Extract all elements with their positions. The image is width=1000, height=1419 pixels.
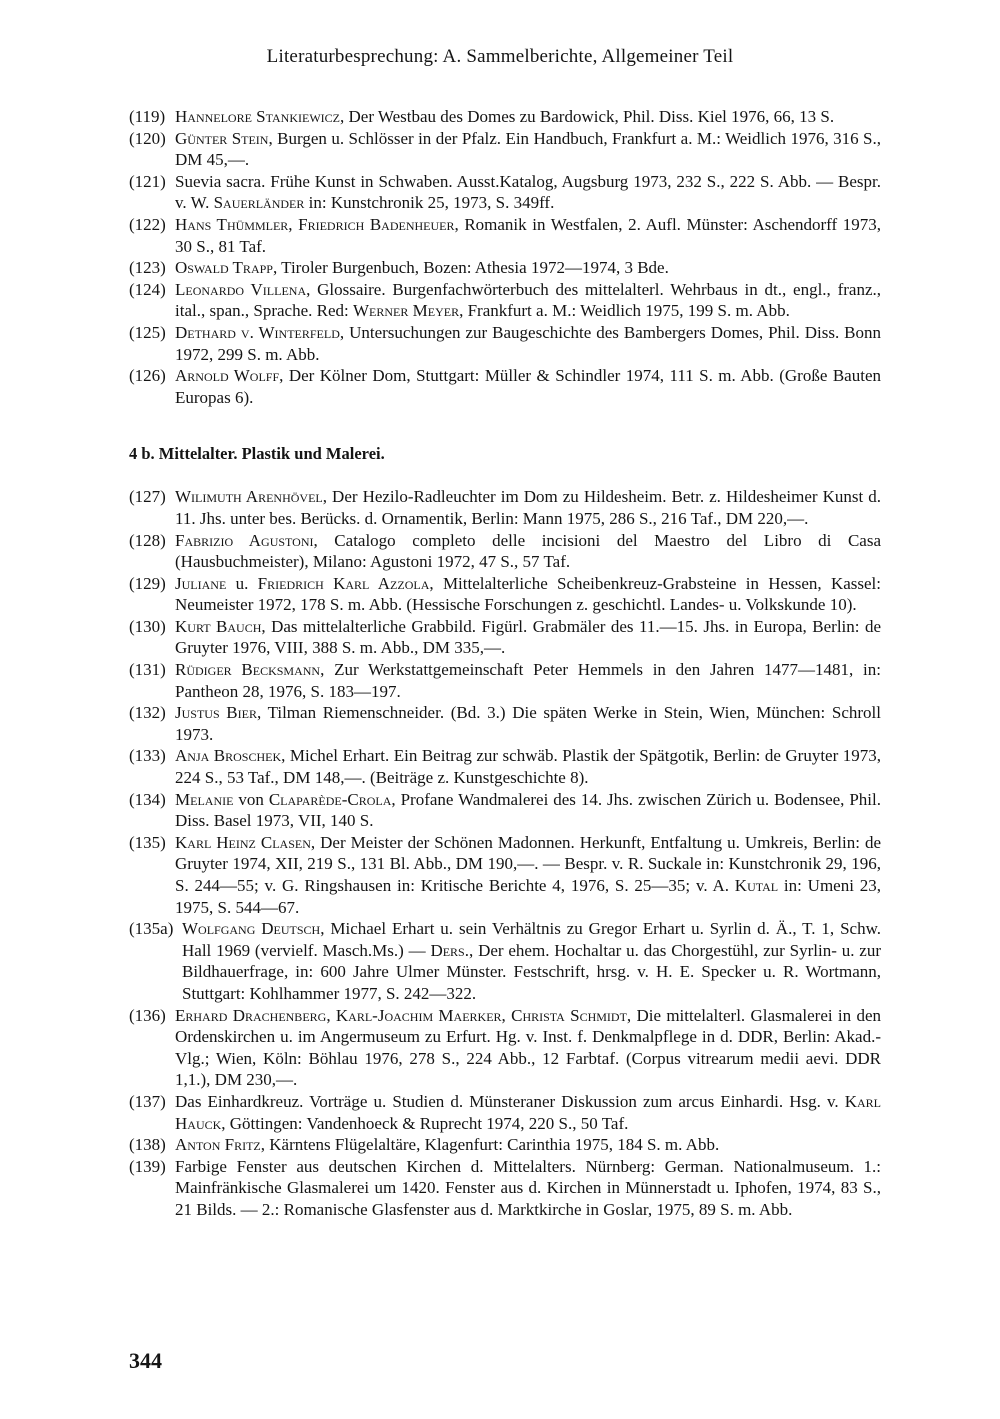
- entry-text-segment: , Profane Wandmalerei des 14. Jhs. zwischen Zürich u. Bodensee, Phil. Diss. Basel 1973, VII, 140 S.: [175, 789, 882, 831]
- entry-text-segment: , Burgen u. Schlösser in der Pfalz. Ein Handbuch, Frankfurt a. M.: Weidlich 1976, 316 S., DM 45,—.: [175, 128, 881, 170]
- entry-text: [175, 573, 881, 616]
- entry-text: [175, 365, 881, 408]
- bibliography-entry: [129, 616, 881, 659]
- author-name: Ders.: [430, 940, 469, 960]
- author-name: Wolfgang Deutsch: [182, 919, 321, 939]
- entry-text: [175, 171, 881, 214]
- entry-number: (138): [129, 1135, 166, 1155]
- entry-number: (137): [129, 1091, 166, 1111]
- author-name: Fabrizio Agustoni: [175, 530, 314, 550]
- author-name: Erhard Drachenberg: [175, 1005, 327, 1025]
- entry-text-segment: , Der Meister der Schönen Madonnen. Herkunft, Entfaltung u. Umkreis, Berlin: de Gruyter 1974, XII, 219 S., 131 Bl. Abb., DM 190,—. — Bespr. v. R. Suckale in: Kunstchronik 29, 196, S. 244—55; v. G. Ringshausen in: Kritische Berichte 4, 1976, S. 25—35; v. A.: [175, 832, 881, 895]
- bibliography-entry: [129, 918, 881, 1004]
- entry-text-segment: , Untersuchungen zur Baugeschichte des Bambergers Domes, Phil. Diss. Bonn 1972, 299 S. m. Abb.: [175, 322, 882, 364]
- entry-text-segment: , Michel Erhart. Ein Beitrag zur schwäb. Plastik der Spätgotik, Berlin: de Gruyter 1973, 224 S., 53 Taf., DM 148,—. (Beiträge z. Kunstgeschichte 8).: [175, 746, 881, 788]
- bibliography-entry: [129, 365, 881, 408]
- author-name: Arnold Wolff: [175, 366, 280, 386]
- entry-text-segment: , Das mittelalterliche Grabbild. Figürl. Grabmäler des 11.—15. Jhs. in Europa, Berlin: de Gruyter 1976, VIII, 388 S. m. Abb., DM 335,—.: [175, 616, 881, 658]
- entry-text: [175, 702, 881, 745]
- entry-text-segment: , Tiroler Burgenbuch, Bozen: Athesia 1972—1974, 3 Bde.: [272, 258, 669, 278]
- entry-text-segment: von: [233, 789, 269, 809]
- entry-text-segment: ,: [288, 214, 299, 234]
- author-name: Hans Thümmler: [175, 214, 289, 234]
- author-name: Oswald Trapp: [175, 258, 273, 278]
- entry-number: (132): [129, 703, 166, 723]
- entry-text-segment: , Michael Erhart u. sein Verhältnis zu Gregor Erhart u. Syrlin d. Ä., T. 1, Schw. Hall 1969 (vervielf. Masch.Ms.) —: [182, 919, 881, 960]
- entry-text: [175, 659, 881, 702]
- bibliography-entry: [129, 702, 881, 745]
- author-name: Juliane: [175, 573, 227, 593]
- author-name: Leonardo Villena: [175, 279, 307, 299]
- bibliography-entry: [129, 573, 881, 616]
- entry-text-segment: , Die mittelalterl. Glasmalerei in den Ordenskirchen u. im Angermuseum zu Erfurt. Hg. v. Inst. f. Denkmalpflege in d. DDR, Berlin: Akad.-Vlg.; Wien, Köln: Böhlau 1976, 278 S., 224 Abb., 12 Farbtaf. (Corpus vitrearum medii aevi. DDR 1,1.), DM 230,—.: [175, 1005, 881, 1090]
- author-name: Werner Meyer: [353, 301, 460, 321]
- entry-text-segment: u.: [226, 573, 258, 593]
- entry-number: (120): [129, 128, 166, 148]
- entry-text: [175, 1005, 881, 1091]
- entry-text: [175, 279, 881, 322]
- author-name: Günter Stein: [175, 128, 269, 148]
- bibliography-entry: [129, 279, 881, 322]
- entry-number: (136): [129, 1005, 166, 1025]
- author-name: Sauerländer: [213, 193, 305, 213]
- author-name: Hannelore Stankiewicz: [175, 107, 340, 126]
- entry-text-segment: , Tilman Riemenschneider. (Bd. 3.) Die späten Werke in Stein, Wien, München: Schroll 1973.: [175, 703, 881, 744]
- author-name: Claparède-Crola: [268, 789, 392, 809]
- page-number: 344: [129, 1348, 162, 1373]
- bibliography-entry: [129, 171, 881, 214]
- entry-number: (135): [129, 832, 166, 852]
- entry-number: (128): [129, 530, 166, 550]
- entry-text: [175, 486, 881, 529]
- author-name: Wilimuth Arenhövel: [175, 487, 323, 507]
- bibliography-section-a: [129, 106, 881, 408]
- entry-number: (119): [129, 107, 166, 126]
- section-heading: 4 b. Mittelalter. Plastik und Malerei.: [129, 444, 385, 464]
- entry-text-segment: , Romanik in Westfalen, 2. Aufl. Münster: Aschendorff 1973, 30 S., 81 Taf.: [175, 214, 882, 256]
- bibliography-section-b: [129, 486, 881, 1220]
- entry-text-segment: , Mittelalterliche Scheibenkreuz-Grabsteine in Hessen, Kassel: Neumeister 1972, 178 S. m. Abb. (Hessische Forschungen z. geschichtl. Landes- u. Volkskunde 10).: [175, 573, 881, 615]
- running-head: Literaturbesprechung: A. Sammelberichte, Allgemeiner Teil: [266, 46, 734, 67]
- author-name: Justus Bier: [175, 703, 257, 723]
- bibliography-entry: [129, 1005, 881, 1091]
- entry-text: [175, 832, 881, 918]
- entry-text: [175, 1091, 881, 1134]
- entry-number: (124): [129, 279, 166, 299]
- entry-text-segment: , Der ehem. Hochaltar u. das Chorgestühl, zur Syrlin- u. zur Bildhauerfrage, in: 600 Jahre Ulmer Münster. Festschrift, hrsg. v. H. E. Specker u. R. Wortmann, Stuttgart: Kohlhammer 1977, S. 242—322.: [182, 940, 881, 1003]
- bibliography-entry: [129, 1091, 881, 1134]
- author-name: Friedrich Karl Azzola: [257, 573, 430, 593]
- bibliography-entry: [129, 789, 881, 832]
- bibliography-entry: [129, 128, 881, 171]
- entry-text-segment: , Frankfurt a. M.: Weidlich 1975, 199 S. m. Abb.: [459, 301, 790, 321]
- author-name: Anja Broschek: [175, 746, 282, 766]
- entry-text: [175, 214, 881, 257]
- entry-text: [175, 616, 881, 659]
- author-name: Christa Schmidt: [511, 1005, 627, 1025]
- author-name: Dethard v. Winterfeld: [175, 322, 340, 342]
- entry-number: (129): [129, 573, 166, 593]
- entry-text-segment: ,: [501, 1005, 512, 1025]
- entry-text: [175, 1156, 881, 1221]
- author-name: Karl-Joachim Maerker: [335, 1005, 502, 1025]
- entry-number: (135a): [129, 919, 174, 939]
- entry-number: (123): [129, 258, 166, 278]
- bibliography-entry: [129, 745, 881, 788]
- entry-number: (126): [129, 366, 166, 386]
- bibliography-entry: [129, 486, 881, 529]
- entry-text-segment: in: Kunstchronik 25, 1973, S. 349ff.: [304, 193, 555, 213]
- author-name: Melanie: [175, 789, 234, 809]
- entry-text: [182, 918, 881, 1004]
- author-name: Kutal: [734, 876, 779, 895]
- author-name: Rüdiger Becksmann: [175, 660, 321, 680]
- entry-number: (139): [129, 1156, 166, 1176]
- entry-text-segment: Farbige Fenster aus deutschen Kirchen d. Mittelalters. Nürnberg: German. Nationalmuseum. 1.: Mainfränkische Glasmalerei um 1420. Fenster aus d. Kirchen in Münnerstadt u. Iphofen, 1974, 83 S., 21 Bilds. — 2.: Romanische Glasfenster aus d. Marktkirche in Goslar, 1975, 89 S. m. Abb.: [175, 1156, 881, 1219]
- entry-text-segment: , Glossaire. Burgenfachwörterbuch des mittelalterl. Wehrbaus in dt., engl., franz., ital., span., Sprache. Red:: [175, 279, 881, 321]
- entry-number: (131): [129, 660, 166, 680]
- author-name: Kurt Bauch: [175, 616, 262, 636]
- entry-text-segment: , Kärntens Flügelaltäre, Klagenfurt: Carinthia 1975, 184 S. m. Abb.: [260, 1135, 720, 1155]
- author-name: Karl Hauck: [175, 1091, 881, 1133]
- bibliography-entry: [129, 659, 881, 702]
- entry-text: [175, 745, 881, 788]
- bibliography: [129, 106, 881, 1221]
- entry-text-segment: , Zur Werkstattgemeinschaft Peter Hemmels in den Jahren 1477—1481, in: Pantheon 28, 1976, S. 183—197.: [175, 660, 881, 701]
- entry-text-segment: , Der Hezilo-Radleuchter im Dom zu Hildesheim. Betr. z. Hildesheimer Kunst d. 11. Jhs. unter bes. Berücks. d. Ornamentik, Berlin: Mann 1975, 286 S., 216 Taf., DM 220,—.: [175, 487, 882, 528]
- bibliography-entry: [129, 257, 881, 279]
- entry-text-segment: Suevia sacra. Frühe Kunst in Schwaben. Ausst.Katalog, Augsburg 1973, 232 S., 222 S. Abb. — Bespr. v. W.: [175, 171, 881, 213]
- bibliography-entry: [129, 530, 881, 573]
- entry-text: [175, 106, 881, 128]
- entry-number: (133): [129, 746, 166, 766]
- entry-text-segment: , Göttingen: Vandenhoeck & Ruprecht 1974, 220 S., 50 Taf.: [221, 1113, 629, 1133]
- bibliography-entry: [129, 214, 881, 257]
- author-name: Friedrich Badenheuer: [298, 214, 455, 234]
- entry-text-segment: Das Einhardkreuz. Vorträge u. Studien d. Münsteraner Diskussion zum arcus Einhardi. Hsg. v.: [175, 1091, 845, 1111]
- entry-text-segment: in: Umeni 23, 1975, S. 544—67.: [175, 876, 881, 917]
- bibliography-entry: [129, 832, 881, 918]
- bibliography-entry: [129, 1134, 881, 1156]
- entry-number: (130): [129, 616, 166, 636]
- entry-text-segment: ,: [326, 1005, 336, 1025]
- entry-number: (125): [129, 322, 166, 342]
- entry-number: (122): [129, 214, 166, 234]
- entry-text-segment: , Der Kölner Dom, Stuttgart: Müller & Schindler 1974, 111 S. m. Abb. (Große Bauten Europas 6).: [175, 366, 881, 407]
- entry-text: [175, 322, 881, 365]
- entry-text: [175, 128, 881, 171]
- entry-text-segment: , Catalogo completo delle incisioni del Maestro del Libro di Casa (Hausbuchmeister), Milano: Agustoni 1972, 47 S., 57 Taf.: [175, 530, 881, 572]
- entry-text: [175, 1134, 881, 1156]
- bibliography-entry: [129, 322, 881, 365]
- author-name: Karl Heinz Clasen: [175, 832, 311, 852]
- entry-number: (127): [129, 487, 166, 507]
- entry-text: [175, 530, 881, 573]
- entry-text-segment: , Der Westbau des Domes zu Bardowick, Phil. Diss. Kiel 1976, 66, 13 S.: [340, 107, 835, 126]
- bibliography-entry: [129, 1156, 881, 1221]
- entry-text: [175, 789, 881, 832]
- entry-number: (121): [129, 171, 166, 191]
- entry-text: [175, 257, 881, 279]
- entry-number: (134): [129, 789, 166, 809]
- author-name: Anton Fritz: [175, 1135, 261, 1155]
- bibliography-entry: [129, 106, 881, 128]
